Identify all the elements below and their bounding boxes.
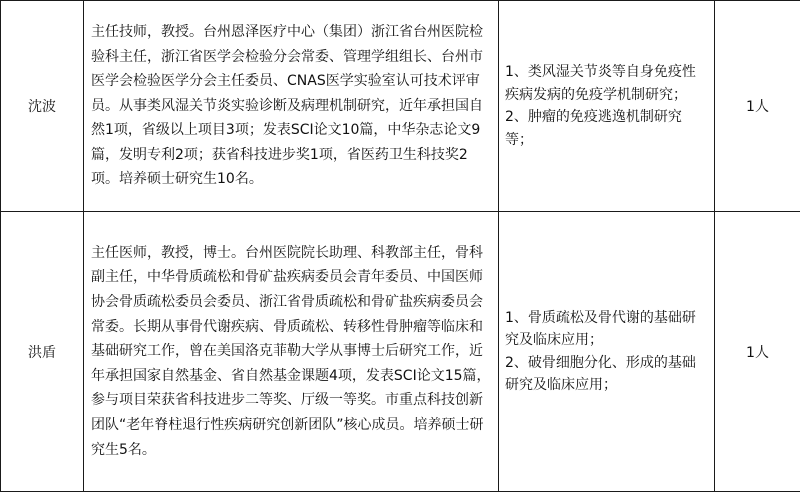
table-row: [1, 212, 800, 492]
mentor-name: 洪盾: [1, 212, 84, 492]
direction-line: [505, 61, 708, 151]
research-direction-2: [505, 307, 708, 397]
research-direction-1: [505, 61, 708, 151]
direction-line: [505, 307, 708, 397]
enrollment-quota: 1人: [715, 212, 800, 492]
direction-item: 2、破骨细胞分化、形成的基础研究及临床应用；: [505, 352, 708, 397]
mentor-name: 沈波: [1, 1, 84, 212]
direction-item: 1、类风湿关节炎等自身免疫性疾病发病的免疫学机制研究；: [505, 61, 708, 106]
mentor-bio: 主任技师，教授。台州恩泽医疗中心（集团）浙江省台州医院检验科主任，浙江省医学会检验分会常委、管理学组组长、台州市医学会检验医学分会主任委员、CNAS医学实验室认可技术评审员。从事类风湿关节炎实验诊断及病理机制研究，近年承担国自然1项，省级以上项目3项；发表SCI论文10篇，中华杂志论文9篇，发明专利2项；获省科技进步奖1项，省医药卫生科技奖2项。培养硕士研究生10名。: [91, 20, 492, 192]
table-row: [1, 1, 800, 212]
direction-item: 2、肿瘤的免疫逃逸机制研究等；: [505, 106, 708, 151]
mentor-bio: 主任医师，教授，博士。台州医院院长助理、科教部主任，骨科副主任，中华骨质疏松和骨矿盐疾病委员会青年委员、中国医师协会骨质疏松委员会委员、浙江省骨质疏松和骨矿盐疾病委员会常委。长期从事骨代谢疾病、骨质疏松、转移性骨肿瘤等临床和基础研究工作，曾在美国洛克菲勒大学从事博士后研究工作，近年承担国家自然基金、省自然基金课题4项，发表SCI论文15篇，参与项目荣获省科技进步二等奖、厅级一等奖。市重点科技创新团队“老年脊柱退行性疾病研究创新团队”核心成员。培养硕士研究生5名。: [91, 241, 492, 462]
direction-item: 1、骨质疏松及骨代谢的基础研究及临床应用；: [505, 307, 708, 352]
enrollment-quota: 1人: [715, 1, 800, 212]
